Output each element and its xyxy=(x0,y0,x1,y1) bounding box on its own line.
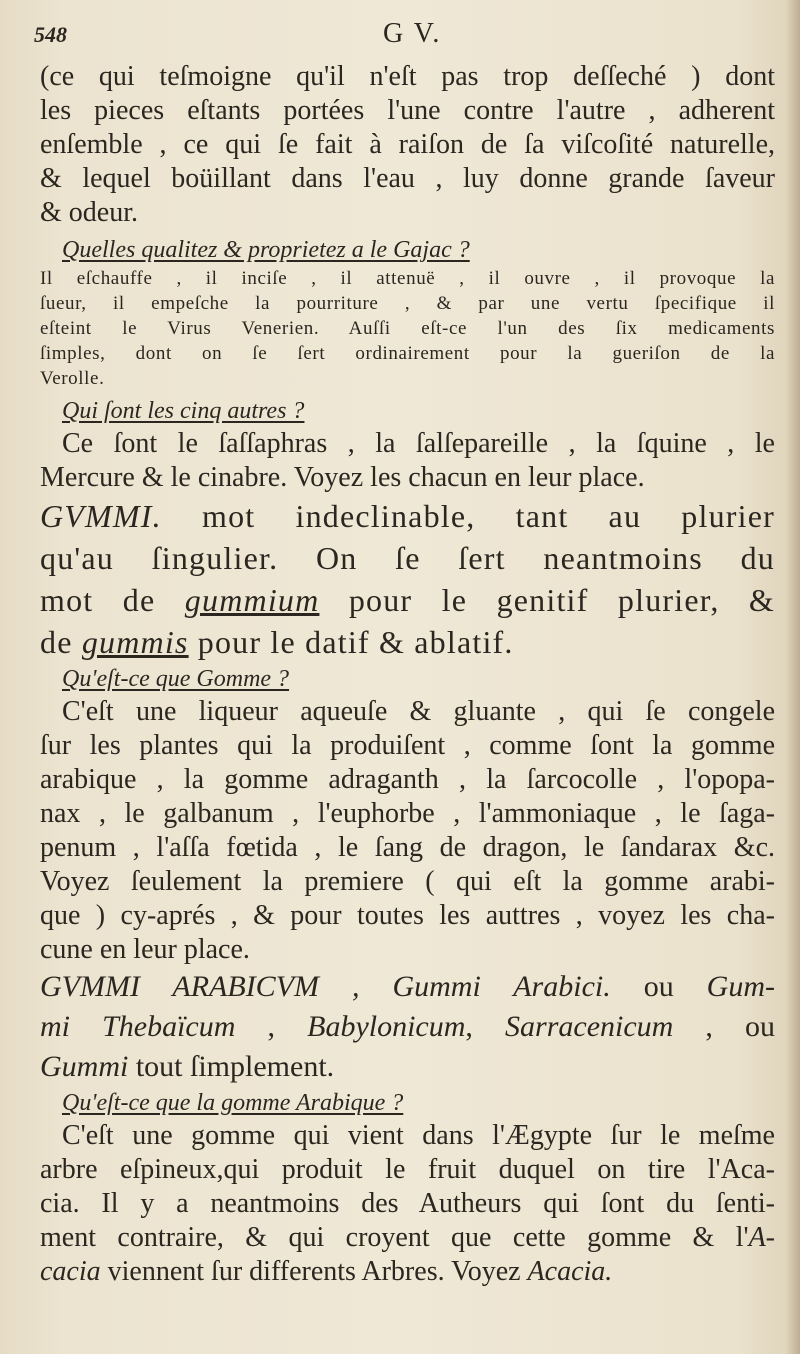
text-line: Verolle. xyxy=(40,368,105,389)
text-segment: , xyxy=(235,1010,308,1043)
text-segment: mot indeclinable, tant au plurier xyxy=(201,498,775,534)
entry-headword: GVMMI ARABICVM xyxy=(40,970,320,1003)
text-segment: pour le genitif plurier, & xyxy=(319,582,775,618)
text-line: que ) cy-aprés , & pour toutes les auttres , voyez les cha- xyxy=(40,900,775,931)
text-line: ſueur, il empeſche la pourriture , & par une vertu ſpecifique il xyxy=(40,293,775,314)
text-line: (ce qui teſmoigne qu'il n'eſt pas trop deſſeché ) dont xyxy=(40,61,775,92)
text-line xyxy=(40,1255,775,1289)
text-line xyxy=(40,967,775,1007)
running-head: G V. xyxy=(383,18,442,49)
question-heading: Qui ſont les cinq autres ? xyxy=(62,398,305,424)
answer-paragraph xyxy=(40,427,775,495)
text-line: cune en leur place. xyxy=(40,934,250,965)
text-line: cia. Il y a neantmoins des Autheurs qui ſont du ſenti- xyxy=(40,1188,775,1219)
text-line: penum , l'aſſa fœtida , le ſang de dragon, le ſandarax &c. xyxy=(40,832,775,863)
text-line xyxy=(40,1047,775,1087)
cross-reference: Acacia. xyxy=(527,1256,613,1287)
question-heading: Qu'eſt-ce que Gomme ? xyxy=(62,666,290,692)
text-line: ſimples, dont on ſe ſert ordinairement pour la gueriſon de la xyxy=(40,343,775,364)
gummi-entry xyxy=(40,495,775,663)
text-segment: ment contraire, & qui croyent que cette gomme & l' xyxy=(40,1222,749,1253)
text-line: & lequel boüillant dans l'eau , luy donne grande ſaveur xyxy=(40,163,775,194)
page-header xyxy=(28,18,760,54)
latin-term: mi Thebaïcum xyxy=(40,1010,236,1043)
text-line: Il eſchauffe , il inciſe , il attenuë , il ouvre , il provoque la xyxy=(40,268,775,289)
text-segment: viennent ſur differents Arbres. Voyez xyxy=(100,1256,528,1287)
text-segment: , ou xyxy=(673,1010,775,1043)
latin-term: gummis xyxy=(81,624,189,660)
text-segment: , xyxy=(319,970,393,1003)
text-segment: ou xyxy=(610,970,707,1003)
text-line xyxy=(40,1221,775,1255)
text-line xyxy=(40,495,775,537)
text-line xyxy=(40,621,775,663)
text-line: arbre eſpineux,qui produit le fruit duquel on tire l'Aca- xyxy=(40,1154,775,1185)
text-line: les pieces eſtants portées l'une contre l'autre , adherent xyxy=(40,95,775,126)
text-line: enſemble , ce qui ſe fait à raiſon de ſa viſcoſité naturelle, xyxy=(40,129,775,160)
text-line: C'eſt une liqueur aqueuſe & gluante , qui ſe congele xyxy=(62,696,775,727)
latin-term: Sarracenicum xyxy=(505,1010,674,1043)
text-segment: de xyxy=(40,624,82,660)
question-heading: Quelles qualitez & proprietez a le Gajac ? xyxy=(62,237,470,263)
page-body xyxy=(40,60,775,1289)
text-line: ſur les plantes qui la produiſent , comme ſont la gomme xyxy=(40,730,775,761)
latin-term: Gum- xyxy=(706,970,775,1003)
gayac-continuation xyxy=(40,60,775,230)
text-line: eſteint le Virus Venerien. Auſſi eſt-ce l'un des ſix medicaments xyxy=(40,318,775,339)
text-line: Mercure & le cinabre. Voyez les chacun en leur place. xyxy=(40,462,645,493)
latin-term: A- xyxy=(748,1222,775,1253)
page-number: 548 xyxy=(34,22,67,47)
text-segment: tout ſimplement. xyxy=(128,1050,335,1083)
gummi-arabicum-entry xyxy=(40,967,775,1087)
answer-paragraph xyxy=(40,1119,775,1289)
text-line: arabique , la gomme adraganth , la ſarcocolle , l'opopa- xyxy=(40,764,775,795)
text-line xyxy=(40,1007,775,1047)
latin-term: cacia xyxy=(40,1256,101,1287)
text-segment: pour le datif & ablatif. xyxy=(188,624,514,660)
text-line: Voyez ſeulement la premiere ( qui eſt la gomme arabi- xyxy=(40,866,775,897)
page-edge-shadow xyxy=(786,0,800,1354)
latin-term: gummium xyxy=(184,582,320,618)
text-line: Ce ſont le ſaſſaphras , la ſalſepareille , la ſquine , le xyxy=(62,428,775,459)
entry-headword: GVMMI. xyxy=(40,498,162,534)
latin-term: Gummi Arabici. xyxy=(392,970,611,1003)
latin-term: Babylonicum xyxy=(307,1010,466,1043)
question-heading: Qu'eſt-ce que la gomme Arabique ? xyxy=(62,1090,404,1116)
text-line: qu'au ſingulier. On ſe ſert neantmoins du xyxy=(40,540,775,576)
answer-small-print xyxy=(40,266,775,391)
latin-term: Gummi xyxy=(40,1050,129,1083)
answer-paragraph xyxy=(40,695,775,967)
text-segment: , xyxy=(465,1010,506,1043)
text-line: & odeur. xyxy=(40,197,138,228)
text-line: C'eſt une gomme qui vient dans l'Ægypte ſur le meſme xyxy=(62,1120,775,1151)
text-segment: mot de xyxy=(40,582,185,618)
text-line: nax , le galbanum , l'euphorbe , l'ammoniaque , le ſaga- xyxy=(40,798,775,829)
text-line xyxy=(40,579,775,621)
